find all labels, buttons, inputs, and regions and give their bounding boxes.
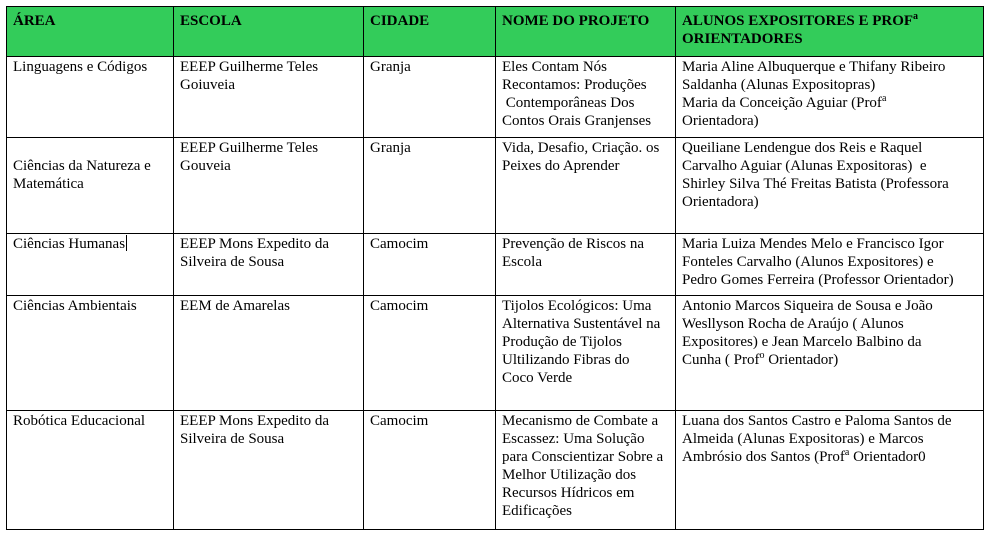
escola-line: Silveira de Sousa [180, 431, 285, 447]
cell-alunos [676, 57, 984, 138]
cell-area [7, 411, 174, 530]
cell-projeto [496, 296, 676, 411]
projeto-line: Produção de Tijolos [502, 334, 623, 350]
cell-cidade [364, 234, 496, 296]
alunos-line: Antonio Marcos Siqueira de Sousa e João [682, 298, 933, 314]
area-text: Ciências Ambientais [13, 298, 137, 314]
cell-escola [174, 296, 364, 411]
cidade-text: Camocim [370, 413, 429, 429]
projeto-line: Alternativa Sustentável na [502, 316, 661, 332]
alunos-text: Ambrósio dos Santos (Prof [682, 449, 845, 465]
cell-projeto [496, 411, 676, 530]
header-alunos-text: ALUNOS EXPOSITORES E PROF [682, 13, 914, 29]
escola-line: Silveira de Sousa [180, 254, 285, 270]
table-row [7, 57, 984, 138]
area-text[interactable]: Ciências Humanas [13, 236, 126, 252]
alunos-line: Orientadora) [682, 194, 759, 210]
alunos-line [682, 351, 977, 369]
projeto-line: Tijolos Ecológicos: Uma [502, 298, 652, 314]
cell-projeto [496, 138, 676, 234]
alunos-line: Carvalho Aguiar (Alunas Expositoras) e [682, 158, 927, 174]
header-area-label: ÁREA [13, 13, 56, 29]
cell-escola [174, 57, 364, 138]
cell-cidade [364, 138, 496, 234]
projeto-line: Melhor Utilização dos [502, 467, 637, 483]
projeto-line: Contemporâneas Dos [502, 95, 635, 111]
cidade-text: Camocim [370, 298, 429, 314]
escola-line: EEEP Mons Expedito da [180, 236, 330, 252]
escola-line: EEEP Mons Expedito da [180, 413, 330, 429]
cell-escola [174, 411, 364, 530]
alunos-line [682, 448, 977, 466]
header-nome-projeto-label: NOME DO PROJETO [502, 13, 650, 29]
escola-line: EEEP Guilherme Teles [180, 59, 319, 75]
text-cursor [126, 235, 127, 251]
cell-alunos [676, 138, 984, 234]
cell-projeto [496, 234, 676, 296]
projeto-line: Ultilizando Fibras do [502, 352, 630, 368]
table-row [7, 234, 984, 296]
alunos-line: Luana dos Santos Castro e Paloma Santos de [682, 413, 952, 429]
alunos-line: Wesllyson Rocha de Araújo ( Alunos [682, 316, 904, 332]
escola-line: Gouveia [180, 158, 231, 174]
projeto-line: Escola [502, 254, 542, 270]
projeto-line: para Conscientizar Sobre a [502, 449, 664, 465]
cell-escola [174, 234, 364, 296]
document-page [6, 6, 984, 530]
header-alunos-line-2: ORIENTADORES [682, 31, 803, 47]
alunos-line [682, 94, 977, 112]
projects-table [6, 6, 984, 530]
cell-cidade [364, 57, 496, 138]
header-cidade [364, 7, 496, 57]
cell-area[interactable] [7, 234, 174, 296]
alunos-superscript: a [881, 93, 887, 104]
cell-cidade [364, 411, 496, 530]
alunos-superscript: o [759, 350, 765, 361]
escola-line: EEM de Amarelas [180, 298, 290, 314]
header-alunos-line-1 [682, 12, 977, 30]
alunos-text: Cunha ( Prof [682, 352, 760, 368]
cidade-text: Granja [370, 140, 411, 156]
cell-area [7, 138, 174, 234]
alunos-text: Orientador) [764, 352, 839, 368]
alunos-superscript: a [844, 447, 850, 458]
header-cidade-label: CIDADE [370, 13, 430, 29]
header-area [7, 7, 174, 57]
area-line: Matemática [13, 176, 84, 192]
alunos-line: Maria Luiza Mendes Melo e Francisco Igor [682, 236, 944, 252]
projeto-line: Peixes do Aprender [502, 158, 620, 174]
projeto-line: Eles Contam Nós [502, 59, 607, 75]
projeto-line: Contos Orais Granjenses [502, 113, 652, 129]
escola-line: Goiuveia [180, 77, 235, 93]
alunos-text: Maria da Conceição Aguiar (Prof [682, 95, 882, 111]
header-alunos-superscript: a [913, 11, 919, 22]
projeto-line: Recontamos: Produções [502, 77, 647, 93]
projeto-line: Prevenção de Riscos na [502, 236, 645, 252]
alunos-line: Pedro Gomes Ferreira (Professor Orientador) [682, 272, 954, 288]
table-row [7, 138, 984, 234]
projeto-line: Escassez: Uma Solução [502, 431, 645, 447]
alunos-line: Orientadora) [682, 113, 759, 129]
header-escola [174, 7, 364, 57]
projeto-line: Recursos Hídricos em [502, 485, 635, 501]
area-text: Linguagens e Códigos [13, 59, 148, 75]
cell-alunos [676, 411, 984, 530]
alunos-text: Orientador0 [849, 449, 926, 465]
cell-cidade [364, 296, 496, 411]
cell-escola [174, 138, 364, 234]
table-header-row [7, 7, 984, 57]
area-block [13, 139, 167, 193]
alunos-line: Saldanha (Alunas Expositopras) [682, 77, 876, 93]
cidade-text: Camocim [370, 236, 429, 252]
header-nome-projeto [496, 7, 676, 57]
cidade-text: Granja [370, 59, 411, 75]
projeto-line: Vida, Desafio, Criação. os [502, 140, 660, 156]
cell-alunos [676, 234, 984, 296]
header-alunos [676, 7, 984, 57]
projeto-line: Coco Verde [502, 370, 573, 386]
table-row [7, 296, 984, 411]
escola-line: EEEP Guilherme Teles [180, 140, 319, 156]
projeto-line: Mecanismo de Combate a [502, 413, 659, 429]
alunos-line: Queiliane Lendengue dos Reis e Raquel [682, 140, 923, 156]
alunos-line: Maria Aline Albuquerque e Thifany Ribeiro [682, 59, 946, 75]
cell-area [7, 296, 174, 411]
table-row [7, 411, 984, 530]
alunos-line: Expositores) e Jean Marcelo Balbino da [682, 334, 922, 350]
area-line: Ciências da Natureza e [13, 158, 151, 174]
cell-area [7, 57, 174, 138]
alunos-line: Fonteles Carvalho (Alunos Expositores) e [682, 254, 934, 270]
projeto-line: Edificações [502, 503, 572, 519]
alunos-line: Almeida (Alunas Expositoras) e Marcos [682, 431, 924, 447]
area-text: Robótica Educacional [13, 413, 146, 429]
header-escola-label: ESCOLA [180, 13, 242, 29]
cell-alunos [676, 296, 984, 411]
alunos-line: Shirley Silva Thé Freitas Batista (Professora [682, 176, 949, 192]
cell-projeto [496, 57, 676, 138]
